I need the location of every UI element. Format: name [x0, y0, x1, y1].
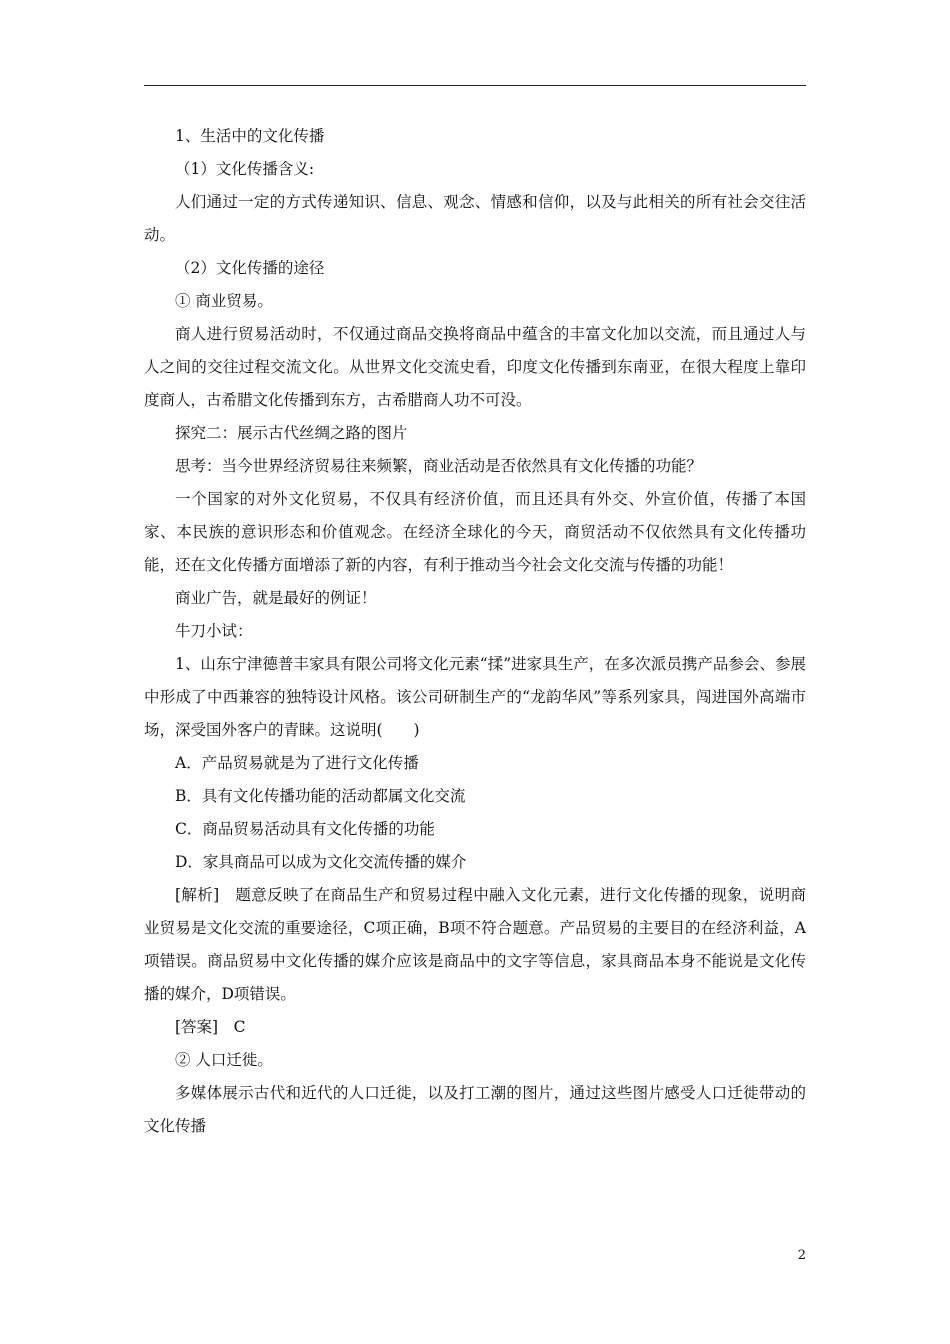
- paragraph: 商业广告，就是最好的例证！: [175, 589, 377, 607]
- answer: [答案] C: [175, 1018, 246, 1036]
- page-number: 2: [797, 1248, 806, 1263]
- option-a: A．产品贸易就是为了进行文化传播: [175, 754, 419, 772]
- subsection-heading: （2）文化传播的途径: [175, 259, 325, 277]
- paragraph: 思考：当今世界经济贸易往来频繁，商业活动是否依然具有文化传播的功能？: [175, 457, 703, 475]
- paragraph: 探究二：展示古代丝绸之路的图片: [175, 424, 408, 442]
- paragraph: 商人进行贸易活动时，不仅通过商品交换将商品中蕴含的丰富文化加以交流，而且通过人与人之间的交往过程交流文化。从世界文化交流史看，印度文化传播到东南亚，在很大程度上靠印度商人，古希腊文化传播到东方，古希腊商人功不可没。: [144, 325, 806, 409]
- paragraph: 牛刀小试：: [175, 622, 253, 640]
- option-b: B．具有文化传播功能的活动都属文化交流: [175, 787, 466, 805]
- analysis: [解析] 题意反映了在商品生产和贸易过程中融入文化元素，进行文化传播的现象，说明商业贸易是文化交流的重要途径，C项正确，B项不符合题意。产品贸易的主要目的在经济利益，A项错误。商品贸易中文化传播的媒介应该是商品中的文字等信息，家具商品本身不能说是文化传播的媒介，D项错误。: [144, 886, 806, 1003]
- question: 1、山东宁津德普丰家具有限公司将文化元素“揉”进家具生产，在多次派员携产品参会、参展中形成了中西兼容的独特设计风格。该公司研制生产的“龙韵华风”等系列家具，闯进国外高端市场，深受国外客户的青睐。这说明( ): [144, 655, 806, 739]
- paragraph: 一个国家的对外文化贸易，不仅具有经济价值，而且还具有外交、外宣价值，传播了本国家、本民族的意识形态和价值观念。在经济全球化的今天，商贸活动不仅依然具有文化传播功能，还在文化传播方面增添了新的内容，有利于推动当今社会文化交流与传播的功能！: [144, 490, 806, 574]
- document-body: [144, 120, 806, 1143]
- paragraph: 人们通过一定的方式传递知识、信息、观念、情感和信仰，以及与此相关的所有社会交往活动。: [144, 193, 806, 244]
- paragraph: 多媒体展示古代和近代的人口迁徙，以及打工潮的图片，通过这些图片感受人口迁徙带动的文化传播: [144, 1084, 806, 1135]
- subsection-heading: （1）文化传播含义:: [175, 160, 315, 178]
- option-d: D．家具商品可以成为文化交流传播的媒介: [175, 853, 467, 871]
- header-rule: [144, 85, 806, 86]
- list-item: ② 人口迁徙。: [175, 1051, 273, 1069]
- list-item: ① 商业贸易。: [175, 292, 273, 310]
- section-heading: 1、生活中的文化传播: [175, 127, 325, 145]
- option-c: C．商品贸易活动具有文化传播的功能: [175, 820, 435, 838]
